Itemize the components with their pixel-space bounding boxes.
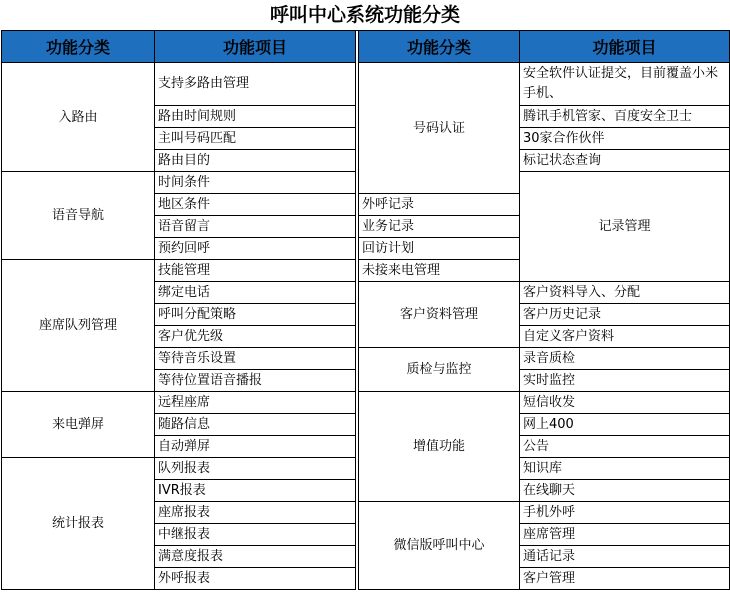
- left-category-cell: 入路由: [2, 63, 155, 172]
- right-item-cell: 客户历史记录: [520, 304, 730, 326]
- right-item-cell: 网上400: [520, 414, 730, 436]
- right-item-cell: 未接来电管理: [359, 260, 520, 282]
- left-category-cell: 来电弹屏: [2, 392, 155, 458]
- right-category-cell: 记录管理: [520, 172, 730, 282]
- right-item-cell: 座席管理: [520, 524, 730, 546]
- right-item-cell: 业务记录: [359, 216, 520, 238]
- left-item-cell: 队列报表: [155, 458, 356, 480]
- left-category-header: 功能分类: [2, 31, 155, 63]
- left-item-cell: 支持多路由管理: [155, 63, 356, 106]
- right-item-cell: 知识库: [520, 458, 730, 480]
- left-category-cell: 座席队列管理: [2, 260, 155, 392]
- right-item-cell: 安全软件认证提交，目前覆盖小米手机、: [520, 63, 730, 106]
- left-item-cell: 时间条件: [155, 172, 356, 194]
- right-item-cell: 标记状态查询: [520, 150, 730, 172]
- right-item-cell: 回访计划: [359, 238, 520, 260]
- right-item-cell: 腾讯手机管家、百度安全卫士: [520, 106, 730, 128]
- left-item-cell: 自动弹屏: [155, 436, 356, 458]
- left-item-cell: 客户优先级: [155, 326, 356, 348]
- right-item-cell: 公告: [520, 436, 730, 458]
- right-item-header: 功能项目: [520, 31, 730, 63]
- left-item-cell: 技能管理: [155, 260, 356, 282]
- left-item-header: 功能项目: [155, 31, 356, 63]
- header-row: [2, 31, 730, 63]
- right-category-header: 功能分类: [359, 31, 520, 63]
- left-item-cell: IVR报表: [155, 480, 356, 502]
- right-item-cell: 通话记录: [520, 546, 730, 568]
- feature-table: [1, 30, 730, 590]
- left-item-cell: 路由时间规则: [155, 106, 356, 128]
- left-item-cell: 座席报表: [155, 502, 356, 524]
- left-item-cell: 呼叫分配策略: [155, 304, 356, 326]
- left-item-cell: 路由目的: [155, 150, 356, 172]
- left-item-cell: 等待位置语音播报: [155, 370, 356, 392]
- left-category-cell: 统计报表: [2, 458, 155, 590]
- left-item-cell: 等待音乐设置: [155, 348, 356, 370]
- page-title: 呼叫中心系统功能分类: [269, 4, 460, 26]
- left-item-cell: 中继报表: [155, 524, 356, 546]
- left-item-cell: 语音留言: [155, 216, 356, 238]
- right-category-cell: 增值功能: [359, 392, 520, 502]
- right-item-cell: 客户资料导入、分配: [520, 282, 730, 304]
- right-item-cell: 在线聊天: [520, 480, 730, 502]
- left-category-cell: 语音导航: [2, 172, 155, 260]
- right-category-cell: 号码认证: [359, 63, 520, 194]
- left-item-cell: 随路信息: [155, 414, 356, 436]
- left-item-cell: 外呼报表: [155, 568, 356, 590]
- right-item-cell: 手机外呼: [520, 502, 730, 524]
- right-item-cell: 实时监控: [520, 370, 730, 392]
- left-item-cell: 满意度报表: [155, 546, 356, 568]
- left-item-cell: 预约回呼: [155, 238, 356, 260]
- right-item-cell: 客户管理: [520, 568, 730, 590]
- left-item-cell: 绑定电话: [155, 282, 356, 304]
- left-item-cell: 地区条件: [155, 194, 356, 216]
- right-item-cell: 自定义客户资料: [520, 326, 730, 348]
- right-category-cell: 质检与监控: [359, 348, 520, 392]
- right-item-cell: 30家合作伙伴: [520, 128, 730, 150]
- left-item-cell: 主叫号码匹配: [155, 128, 356, 150]
- right-item-cell: 短信收发: [520, 392, 730, 414]
- right-item-cell: 录音质检: [520, 348, 730, 370]
- right-item-cell: 外呼记录: [359, 194, 520, 216]
- left-item-cell: 远程座席: [155, 392, 356, 414]
- right-category-cell: 客户资料管理: [359, 282, 520, 348]
- right-category-cell: 微信版呼叫中心: [359, 502, 520, 590]
